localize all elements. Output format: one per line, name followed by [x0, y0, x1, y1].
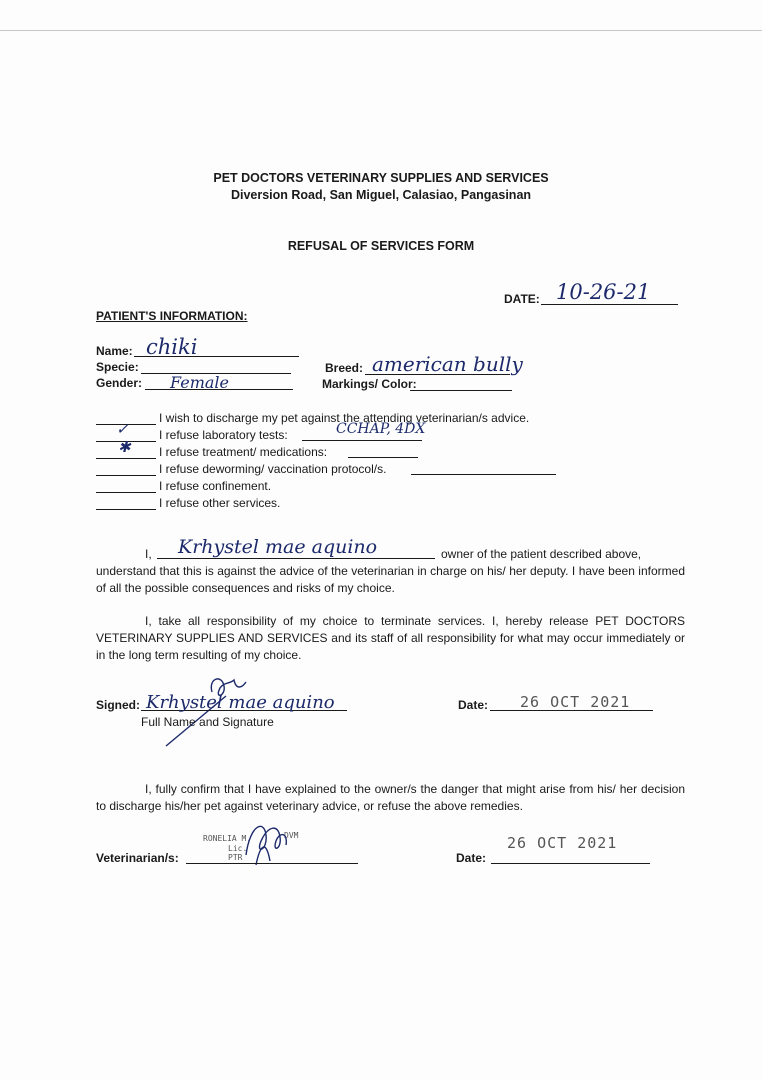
- gender-label: Gender:: [96, 376, 143, 390]
- statement1-text: understand that this is against the advice of the veterinarian in charge on his/ her deputy. I have been informed of all the possible consequences and risks of my choice.: [96, 564, 685, 595]
- org-address: Diversion Road, San Miguel, Calasiao, Pangasinan: [230, 188, 532, 202]
- lab-tests-detail[interactable]: CCHAP, 4DX: [336, 421, 426, 437]
- owner-signature-name[interactable]: Krhystel mae aquino: [146, 692, 335, 713]
- form-title: REFUSAL OF SERVICES FORM: [287, 239, 475, 253]
- checkbox-blank[interactable]: [96, 464, 156, 476]
- refusal-option-discharge[interactable]: I wish to discharge my pet against the attending veterinarian/s advice.: [96, 411, 529, 425]
- refusal-option-confinement[interactable]: I refuse confinement.: [96, 479, 271, 493]
- patient-section-title: PATIENT'S INFORMATION:: [96, 309, 248, 323]
- vet-label: Veterinarian/s:: [96, 851, 179, 865]
- gender-value[interactable]: Female: [170, 373, 229, 392]
- treatment-mark: ✱: [118, 438, 131, 456]
- scan-edge-line: [0, 30, 762, 31]
- checkbox-blank[interactable]: [96, 481, 156, 493]
- owner-name-line: [157, 558, 435, 559]
- owner-date-label: Date:: [458, 698, 489, 712]
- treatment-detail-line: [348, 457, 418, 458]
- specie-label: Specie:: [96, 360, 139, 374]
- vet-date-line: [491, 863, 650, 864]
- vet-stamp-name: RONELIA M.: [203, 834, 252, 843]
- refusal-option-deworming[interactable]: I refuse deworming/ vaccination protocol/s.: [96, 462, 386, 476]
- vet-stamp-ptr: PTR: [228, 853, 243, 862]
- owner-name[interactable]: Krhystel mae aquino: [178, 536, 378, 558]
- refusal-option-treatment[interactable]: I refuse treatment/ medications:: [96, 445, 327, 459]
- signed-label: Signed:: [96, 698, 140, 712]
- date-label: DATE:: [504, 292, 540, 306]
- date-value[interactable]: 10-26-21: [556, 280, 651, 304]
- lab-tests-detail-line: [302, 440, 422, 441]
- name-value[interactable]: chiki: [146, 335, 198, 359]
- statement3-text: I, fully confirm that I have explained to the owner/s the danger that might arise from his/ her decision to discharge his/her pet against veterinary advice, or refuse the above remedies.: [96, 782, 685, 813]
- name-label: Name:: [96, 344, 133, 358]
- owner-date-value[interactable]: 26 OCT 2021: [520, 693, 631, 711]
- vet-date-label: Date:: [456, 851, 487, 865]
- vet-signature-line: [186, 863, 358, 864]
- org-name: PET DOCTORS VETERINARY SUPPLIES AND SERVICES: [213, 171, 549, 185]
- vet-date-value[interactable]: 26 OCT 2021: [507, 834, 618, 852]
- date-line: [541, 304, 678, 305]
- statement1-after-name: owner of the patient described above,: [441, 547, 642, 561]
- deworming-detail-line: [411, 474, 556, 475]
- lab-tests-check-mark: ✓: [116, 420, 129, 438]
- refusal-option-lab-tests[interactable]: I refuse laboratory tests:: [96, 428, 288, 442]
- markings-label: Markings/ Color:: [322, 377, 417, 391]
- markings-line: [410, 390, 512, 391]
- vet-stamp-lic: Lic.: [228, 844, 248, 853]
- statement2-text: I, take all responsibility of my choice to terminate services. I, hereby release PET DOCTORS VETERINARY SUPPLIES AND SERVICES and its staff of all responsibility for what may occur immediately or in the long term resulting of my choice.: [96, 614, 685, 662]
- vet-signature-scribble: [236, 815, 299, 875]
- checkbox-blank[interactable]: [96, 498, 156, 510]
- breed-label: Breed:: [325, 361, 364, 375]
- vet-stamp-suffix: DVM: [284, 831, 299, 840]
- statement1-prefix: I,: [145, 547, 152, 561]
- refusal-option-other[interactable]: I refuse other services.: [96, 496, 280, 510]
- breed-value[interactable]: american bully: [372, 352, 523, 376]
- signature-caption: Full Name and Signature: [141, 715, 274, 729]
